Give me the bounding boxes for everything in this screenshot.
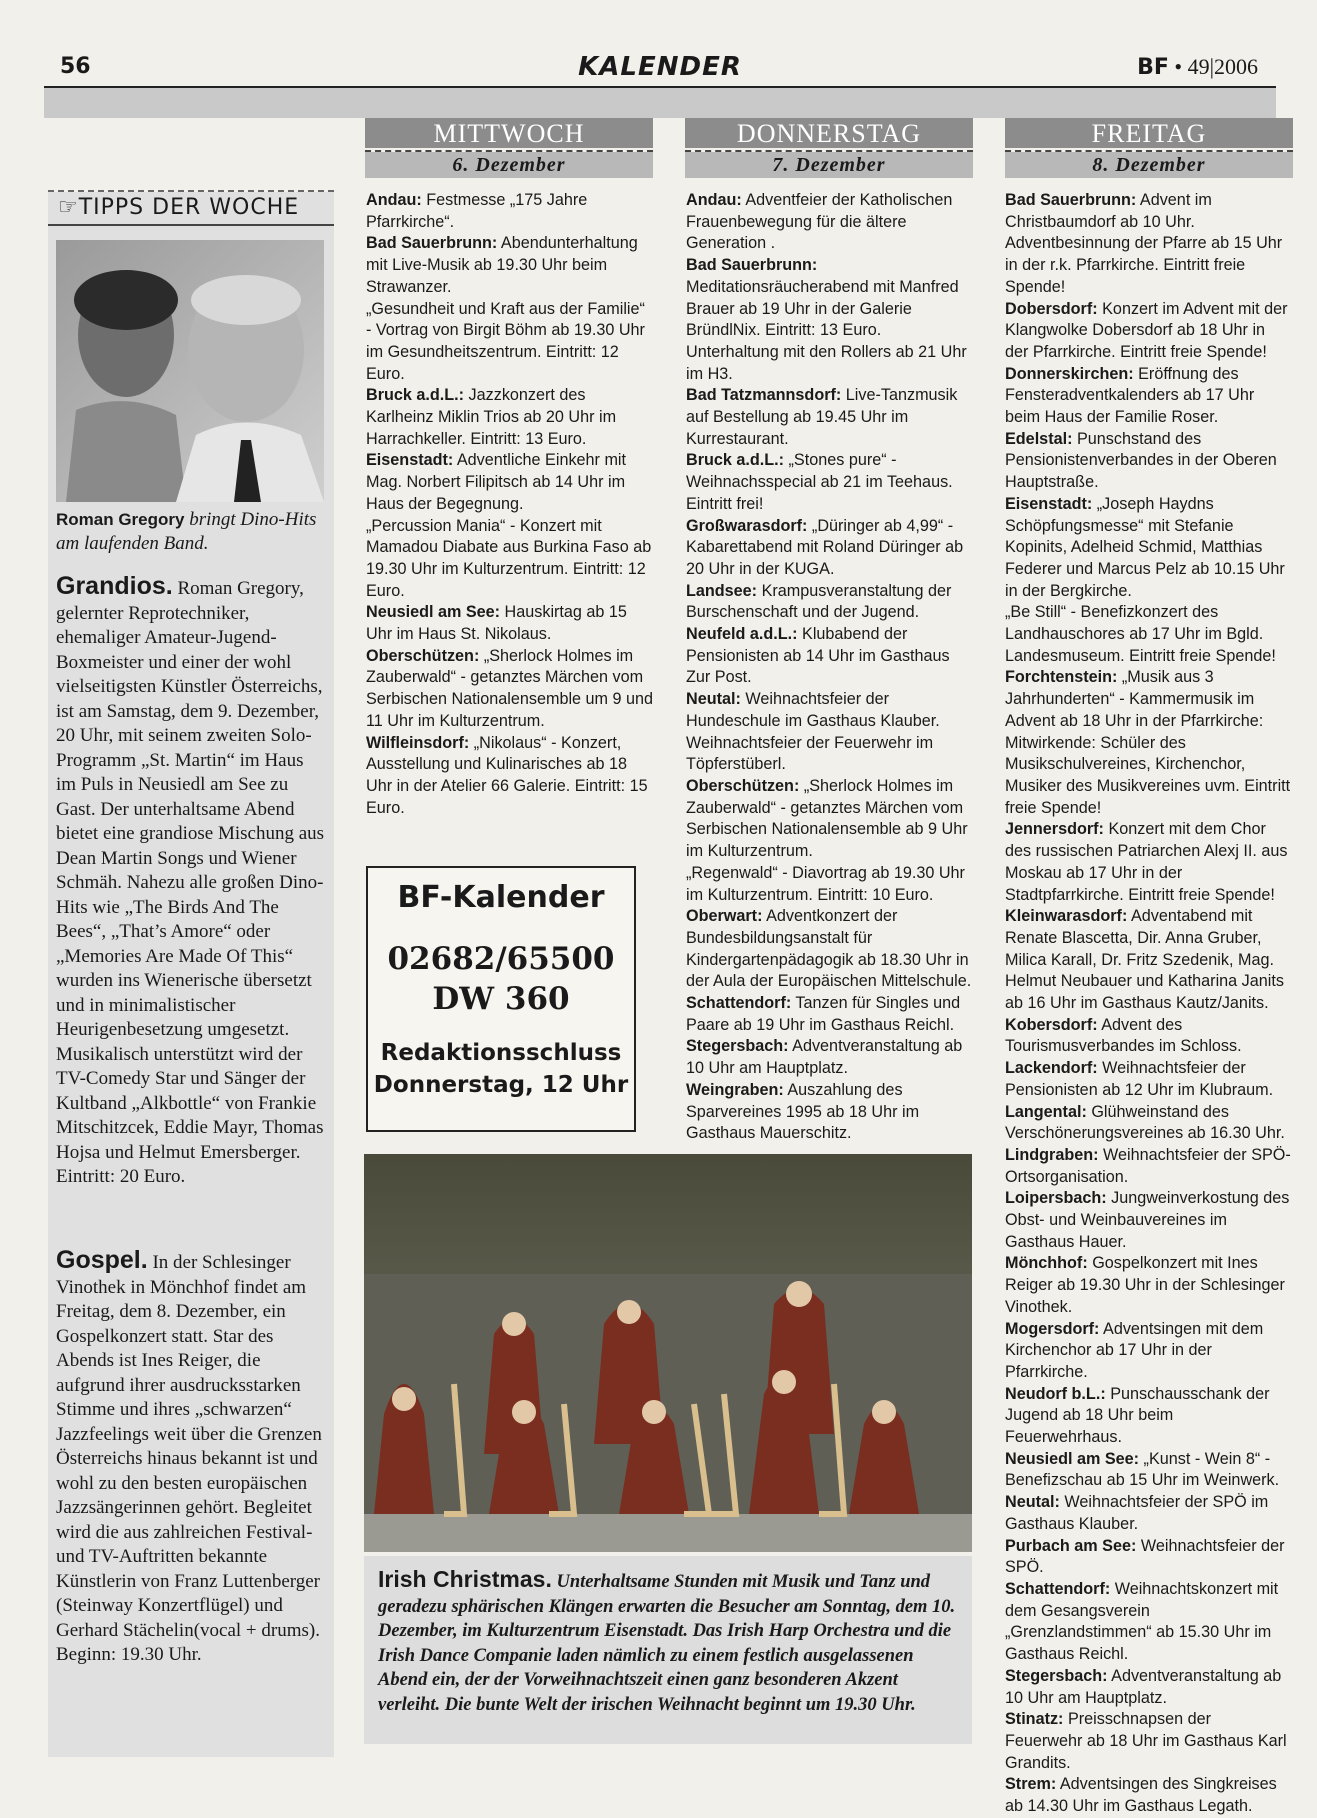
event-entry: [686, 1036, 974, 1079]
event-description: Auszahlung des Sparvereines 1995 ab 18 Uhr im Gasthaus Mauerschitz.: [686, 1080, 920, 1143]
event-entry: [1005, 906, 1291, 1015]
event-location: Strem:: [1005, 1775, 1057, 1794]
event-entry: [686, 581, 974, 624]
day-header-wednesday: [365, 118, 653, 180]
event-entry: [686, 1080, 974, 1145]
story-text: Roman Gregory, gelernter Reprotechniker, ehemaliger Amateur-Jugend-Boxmeister und einer der wohl vielseitigsten Künstler Österreichs, ist am Samstag, dem 9. Dezember, 20 Uhr, mit seinem zweiten Solo-Programm „St. Martin“ im Haus im Puls in Neusiedl am See zu Gast. Der unterhaltsame Abend bietet eine grandiose Mischung aus Dean Martin Songs und Wiener Schmäh. Nahezu alle großen Dino-Hits wie „The Birds And The Bees“, „That’s Amore“ oder „Memories Are Made Of This“ wurden ins Wienerische übersetzt und in minimalistischer Heurigenbesetzung umgesetzt. Musikalisch unterstützt wird der TV-Comedy Star und Sänger der Kultband „Alkbottle“ von Frankie Mitschitzcek, Eddie Mayr, Thomas Hojsa und Helmut Emersberger. Eintritt: 20 Euro.: [56, 578, 325, 1187]
event-description: „Be Still“ - Benefizkonzert des Landhauschores ab 17 Uhr im Bgld. Landesmuseum. Eintritt freie Spende!: [1005, 603, 1276, 665]
event-entry: [686, 190, 974, 255]
event-location: Eisenstadt:: [1005, 494, 1093, 513]
event-location: Lackendorf:: [1005, 1059, 1098, 1078]
event-entry: [366, 646, 654, 733]
event-entry: [1005, 1145, 1291, 1188]
event-entry: [366, 450, 654, 515]
bf-kalender-contact-box: [366, 866, 636, 1132]
event-entry: [686, 993, 974, 1036]
event-description: Adventveranstaltung ab 10 Uhr am Hauptplatz.: [1005, 1666, 1282, 1707]
event-entry: [1005, 1319, 1291, 1384]
event-entry: [1005, 1102, 1291, 1145]
event-entry: [1005, 1709, 1291, 1774]
event-entry: [1005, 1449, 1291, 1492]
event-location: Eisenstadt:: [366, 451, 454, 470]
story-keyword: Gospel.: [56, 1246, 148, 1274]
photo-caption: [56, 508, 328, 556]
event-location: Stinatz:: [1005, 1710, 1064, 1729]
caption-text: Unterhaltsame Stunden mit Musik und Tanz und geradezu sphärischen Klängen erwarten die Besucher am Sonntag, dem 10. Dezember, im Kulturzentrum Eisenstadt. Das Irish Harp Orchestra und die Irish Dance Companie laden nämlich zu einem festlich ausgelassenen Abend ein, der der Vorweihnachtszeit einen ganz besonderen Akzent verleiht. Die bunte Welt der irischen Weihnacht beginnt um 19.30 Uhr.: [378, 1572, 956, 1715]
caption-keyword: Irish Christmas.: [378, 1566, 552, 1592]
event-entry: [686, 450, 974, 515]
ad-extension: DW 360: [432, 981, 570, 1017]
weekday-label: MITTWOCH: [365, 118, 653, 148]
event-description: Glühweinstand des Verschönerungsvereines ab 16.30 Uhr.: [1005, 1102, 1285, 1143]
event-description: „Nikolaus“ - Konzert, Ausstellung und Kulinarisches ab 18 Uhr in der Atelier 66 Galerie. Eintritt: 15 Euro.: [366, 733, 648, 817]
event-entry: [366, 602, 654, 645]
event-location: Stegersbach:: [686, 1037, 789, 1056]
event-entry: [1005, 1666, 1291, 1709]
roman-gregory-photo: [56, 240, 324, 502]
event-location: Oberwart:: [686, 907, 763, 926]
event-entry: [686, 255, 974, 342]
event-entry: [686, 689, 974, 732]
event-entry: [1005, 1579, 1291, 1666]
tipps-heading-text: ☞TIPPS DER WOCHE: [58, 195, 300, 220]
event-entry: [1005, 299, 1291, 364]
event-location: Neutal:: [686, 690, 741, 709]
events-thursday: [686, 190, 974, 1145]
event-location: Bruck a.d.L.:: [366, 386, 465, 405]
event-description: Gospelkonzert mit Ines Reiger ab 19.30 Uhr in der Schlesinger Vinothek.: [1005, 1254, 1285, 1316]
event-location: Bad Sauerbrunn:: [366, 234, 498, 253]
event-location: Weingraben:: [686, 1080, 784, 1099]
event-location: Wilfleinsdorf:: [366, 733, 470, 752]
event-location: Andau:: [366, 191, 422, 209]
page-header: [44, 48, 1276, 88]
story-gospel: [56, 1246, 326, 1668]
event-entry: [686, 776, 974, 863]
caption-name: Roman Gregory: [56, 510, 185, 529]
section-title: KALENDER: [578, 52, 742, 82]
weekday-label: DONNERSTAG: [685, 118, 973, 148]
ad-title: BF-Kalender: [397, 880, 605, 915]
event-description: „Kunst - Wein 8“ - Benefizschau ab 15 Uhr im Weinwerk.: [1005, 1449, 1280, 1490]
date-label: 6. Dezember: [365, 152, 653, 178]
event-entry: [366, 516, 654, 603]
event-description: Adventveranstaltung ab 10 Uhr am Hauptplatz.: [686, 1037, 963, 1078]
event-description: Meditationsräucherabend mit Manfred Brauer ab 19 Uhr in der Galerie BründlNix. Eintritt: 13 Euro.: [686, 277, 959, 340]
event-description: „Regenwald“ - Diavortrag ab 19.30 Uhr im Kulturzentrum. Eintritt: 10 Euro.: [686, 863, 965, 904]
event-description: Weihnachtsfeier der Pensionisten ab 12 Uhr im Klubraum.: [1005, 1059, 1274, 1099]
event-location: Mönchhof:: [1005, 1254, 1088, 1273]
weekday-label: FREITAG: [1005, 118, 1293, 148]
event-location: Schattendorf:: [686, 994, 792, 1013]
event-location: Dobersdorf:: [1005, 299, 1098, 318]
event-description: Adventliche Einkehr mit Mag. Norbert Filipitsch ab 14 Uhr im Haus der Begegnung.: [366, 451, 627, 513]
caption-text: bringt Dino-Hits am laufenden Band.: [56, 509, 317, 554]
event-entry: [366, 385, 654, 450]
event-description: Preisschnapsen der Feuerwehr ab 18 Uhr im Gasthaus Karl Grandits.: [1005, 1710, 1287, 1772]
event-entry: [1005, 1058, 1291, 1101]
event-description: Hauskirtag ab 15 Uhr im Haus St. Nikolaus.: [366, 603, 627, 644]
event-location: Neusiedl am See:: [366, 603, 501, 622]
event-location: Neudorf b.L.:: [1005, 1384, 1106, 1403]
header-band: [44, 88, 1276, 118]
event-description: Adventabend mit Renate Blascetta, Dir. Anna Gruber, Milica Karall, Dr. Fritz Szedenik, Mag. Helmut Neubauer und Katharina Janits ab 16 Uhr im Gasthaus Kautz/Janits.: [1005, 907, 1284, 1013]
event-location: Andau:: [686, 191, 742, 209]
event-location: Kleinwarasdorf:: [1005, 907, 1128, 926]
story-text: In der Schlesinger Vinothek in Mönchhof findet am Freitag, dem 8. Dezember, ein Gospelkonzert statt. Star des Abends ist Ines Reiger, die aufgrund ihrer ausdrucksstarken Stimme und ihres „schwarzen“ Jazzfeelings weit über die Grenzen Österreichs hinaus bekannt ist und wohl zu den besten europäischen Jazzsängerinnen gehört. Begleitet wird die aus zahlreichen Festival- und TV-Auftritten bekannte Künstlerin von Franz Luttenberger (Steinway Konzertflügel) und Gerhard Stächelin(vocal + drums). Beginn: 19.30 Uhr.: [56, 1252, 322, 1665]
event-location: Bad Sauerbrunn:: [1005, 191, 1137, 209]
event-entry: [1005, 233, 1291, 298]
event-description: Punschstand des Pensionistenverbandes in der Oberen Hauptstraße.: [1005, 429, 1277, 492]
issue-info: BF • 49|2006: [1137, 54, 1258, 80]
event-description: Advent im Christbaumdorf ab 10 Uhr.: [1005, 191, 1212, 231]
event-description: Live-Tanzmusik auf Bestellung ab 19.45 Uhr im Kurrestaurant.: [686, 386, 958, 448]
event-entry: [1005, 1384, 1291, 1449]
event-entry: [686, 516, 974, 581]
event-location: Mogersdorf:: [1005, 1319, 1100, 1338]
event-description: Krampusveranstaltung der Burschenschaft und der Jugend.: [686, 581, 952, 622]
event-entry: [686, 863, 974, 906]
event-description: Adventbesinnung der Pfarre ab 15 Uhr in der r.k. Pfarrkirche. Eintritt freie Spende!: [1005, 234, 1283, 296]
events-wednesday: [366, 190, 654, 819]
event-description: Unterhaltung mit den Rollers ab 21 Uhr im H3.: [686, 342, 967, 383]
event-description: „Musik aus 3 Jahrhunderten“ - Kammermusik im Advent ab 18 Uhr in der Pfarrkirche: Mitwirkende: Schüler des Musikschulvereines, Kirchenchor, Musiker des Musikvereines uvm. Eintritt freie Spende!: [1005, 668, 1291, 817]
event-location: Neutal:: [1005, 1493, 1060, 1512]
story-grandios: [56, 572, 326, 1190]
event-description: „Percussion Mania“ - Konzert mit Mamadou Diabate aus Burkina Faso ab 19.30 Uhr im Kulturzentrum. Eintritt: 12 Euro.: [366, 516, 652, 600]
day-header-thursday: [685, 118, 973, 180]
ad-deadline-time: Donnerstag, 12 Uhr: [373, 1072, 629, 1098]
event-location: Neusiedl am See:: [1005, 1449, 1140, 1468]
event-entry: [1005, 190, 1291, 233]
story-keyword: Grandios.: [56, 572, 173, 600]
event-entry: [686, 342, 974, 385]
tipps-heading: [48, 190, 334, 226]
event-entry: [1005, 1536, 1291, 1579]
event-entry: [1005, 1492, 1291, 1535]
event-location: Donnerskirchen:: [1005, 364, 1134, 383]
event-location: Forchtenstein:: [1005, 668, 1118, 687]
event-entry: [366, 299, 654, 386]
event-description: Jazzkonzert des Karlheinz Miklin Trios ab 20 Uhr im Harrachkeller. Eintritt: 13 Euro.: [366, 386, 617, 448]
event-entry: [686, 906, 974, 993]
event-description: Klubabend der Pensionisten ab 14 Uhr im Gasthaus Zur Post.: [686, 625, 950, 687]
event-description: „Stones pure“ - Weihnachsspecial ab 21 im Teehaus. Eintritt frei!: [686, 451, 953, 513]
event-entry: [1005, 819, 1291, 906]
irish-christmas-caption: [364, 1556, 972, 1744]
event-location: Purbach am See:: [1005, 1536, 1137, 1555]
event-description: Adventkonzert der Bundesbildungsanstalt für Kindergartenpädagogik ab 18.30 Uhr in der Aula der Europäischen Mittelschule.: [686, 907, 972, 991]
event-description: Eröffnung des Fensteradventkalenders ab 17 Uhr beim Haus der Familie Roser.: [1005, 364, 1255, 427]
event-entry: [366, 233, 654, 298]
event-entry: [1005, 494, 1291, 603]
event-location: Oberschützen:: [686, 776, 800, 795]
event-entry: [1005, 1188, 1291, 1253]
event-entry: [1005, 1015, 1291, 1058]
brand: BF: [1137, 55, 1169, 80]
event-description: Weihnachtsfeier der Hundeschule im Gasthaus Klauber.: [686, 690, 940, 730]
event-location: Loipersbach:: [1005, 1189, 1107, 1208]
event-description: „Sherlock Holmes im Zauberwald“ - getanztes Märchen vom Serbischen Nationalensemble um 9 und 11 Uhr im Kulturzentrum.: [366, 646, 654, 730]
date-label: 8. Dezember: [1005, 152, 1293, 178]
event-location: Großwarasdorf:: [686, 516, 808, 535]
event-description: Punschausschank der Jugend ab 18 Uhr beim Feuerwehrhaus.: [1005, 1384, 1270, 1447]
event-location: Landsee:: [686, 581, 758, 600]
event-location: Oberschützen:: [366, 646, 480, 665]
event-description: „Sherlock Holmes im Zauberwald“ - getanztes Märchen vom Serbischen Nationalensemble ab 9 Uhr im Kulturzentrum.: [686, 776, 968, 861]
event-location: Kobersdorf:: [1005, 1015, 1098, 1034]
day-header-friday: [1005, 118, 1293, 180]
ad-deadline-label: Redaktionsschluss: [380, 1040, 622, 1066]
event-location: Bruck a.d.L.:: [686, 451, 785, 470]
event-location: Neufeld a.d.L.:: [686, 625, 798, 644]
event-description: Abendunterhaltung mit Live-Musik ab 19.30 Uhr beim Strawanzer.: [366, 234, 638, 296]
event-description: Weihnachtsfeier der Feuerwehr im Töpferstüberl.: [686, 733, 934, 774]
event-location: Langental:: [1005, 1102, 1087, 1121]
irish-harp-orchestra-photo: [364, 1154, 972, 1552]
event-description: „Joseph Haydns Schöpfungsmesse“ mit Stefanie Kopinits, Adelheid Schmid, Matthias Federer und Marcus Pelz ab 10.15 Uhr in der Bergkirche.: [1005, 494, 1285, 600]
event-description: Adventsingen des Singkreises ab 14.30 Uhr im Gasthaus Legath.: [1005, 1775, 1277, 1816]
event-entry: [1005, 429, 1291, 494]
event-entry: [1005, 667, 1291, 819]
event-location: Bad Tatzmannsdorf:: [686, 386, 842, 405]
event-entry: [366, 190, 654, 233]
event-description: Konzert im Advent mit der Klangwolke Dobersdorf ab 18 Uhr in der Pfarrkirche. Eintritt freie Spende!: [1005, 299, 1288, 361]
event-description: „Gesundheit und Kraft aus der Familie“ - Vortrag von Birgit Böhm ab 19.30 Uhr im Gesundheitszentrum. Eintritt: 12 Euro.: [366, 299, 645, 383]
event-description: Adventfeier der Katholischen Frauenbewegung für die ältere Generation .: [686, 191, 953, 253]
event-description: Adventsingen mit dem Kirchenchor ab 17 Uhr in der Pfarrkirche.: [1005, 1319, 1264, 1381]
event-description: Weihnachtsfeier der SPÖ.: [1005, 1536, 1285, 1577]
event-location: Jennersdorf:: [1005, 820, 1104, 839]
event-location: Edelstal:: [1005, 429, 1073, 448]
event-entry: [686, 733, 974, 776]
event-description: Weihnachtskonzert mit dem Gesangsverein „Grenzlandstimmen“ ab 15.30 Uhr im Gasthaus Reichl.: [1005, 1580, 1279, 1664]
date-label: 7. Dezember: [685, 152, 973, 178]
event-location: Lindgraben:: [1005, 1145, 1099, 1164]
event-entry: [1005, 1253, 1291, 1318]
event-description: Advent des Tourismusverbandes im Schloss.: [1005, 1015, 1242, 1056]
event-description: Festmesse „175 Jahre Pfarrkirche“.: [366, 191, 588, 231]
event-entry: [1005, 602, 1291, 667]
event-entry: [366, 733, 654, 820]
event-description: Weihnachtsfeier der SPÖ-Ortsorganisation.: [1005, 1145, 1291, 1186]
event-entry: [1005, 1774, 1291, 1817]
event-location: Stegersbach:: [1005, 1666, 1108, 1685]
issue-number: 49|2006: [1187, 54, 1258, 79]
events-friday: [1005, 190, 1291, 1818]
event-description: Tanzen für Singles und Paare ab 19 Uhr im Gasthaus Reichl.: [686, 994, 961, 1034]
event-entry: [686, 624, 974, 689]
event-description: „Düringer ab 4,99“ - Kabarettabend mit Roland Düringer ab 20 Uhr in der KUGA.: [686, 516, 964, 578]
page-number: 56: [60, 54, 91, 79]
event-location: Schattendorf:: [1005, 1580, 1111, 1598]
event-description: Jungweinverkostung des Obst- und Weinbauvereines im Gasthaus Hauer.: [1005, 1189, 1290, 1251]
event-description: Weihnachtsfeier der SPÖ im Gasthaus Klauber.: [1005, 1493, 1269, 1533]
event-entry: [1005, 364, 1291, 429]
event-description: Konzert mit dem Chor des russischen Patriarchen Alexj II. aus Moskau ab 17 Uhr in der Stadtpfarrkirche. Eintritt freie Spende!: [1005, 820, 1288, 904]
event-entry: [686, 385, 974, 450]
ad-phone: 02682/65500: [387, 941, 615, 977]
event-location: Bad Sauerbrunn:: [686, 256, 818, 275]
